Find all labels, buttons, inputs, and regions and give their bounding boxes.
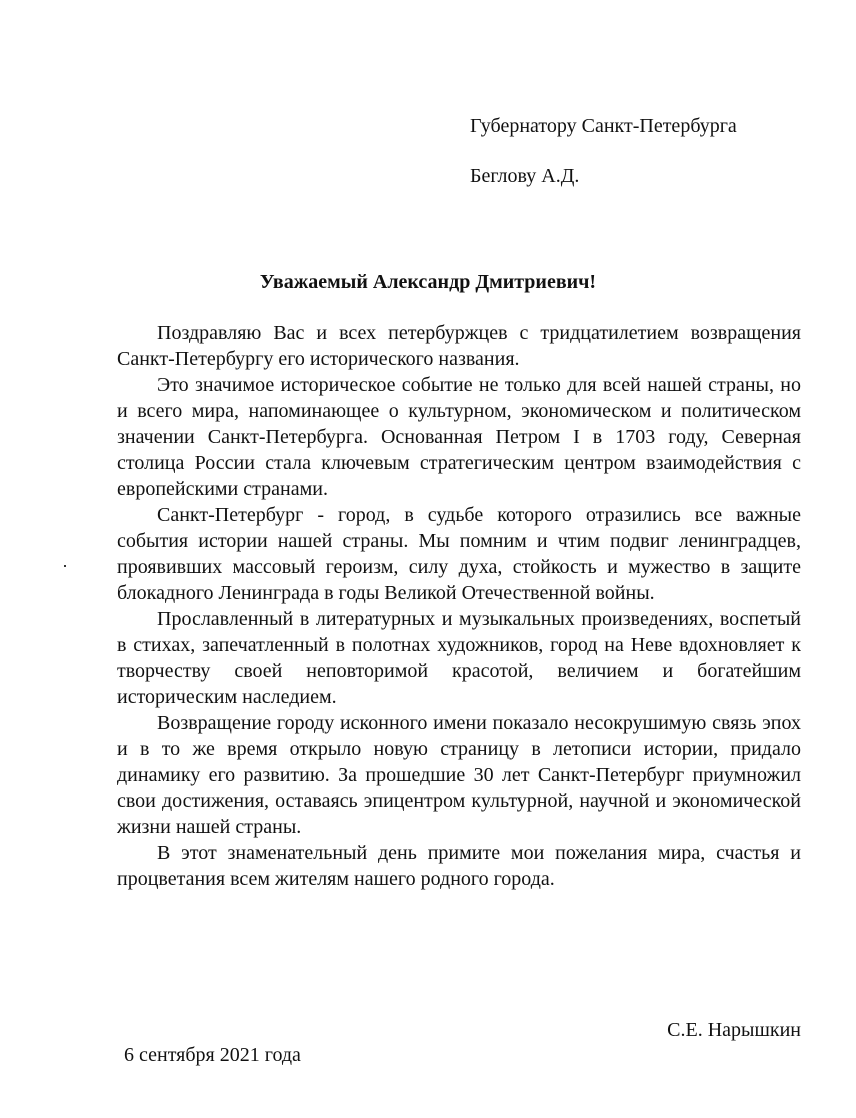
paragraph-4: Прославленный в литературных и музыкальных произведениях, воспетый в стихах, запечатленный в полотнах художников, город на Неве вдохновляет к творчеству своей неповторимой красотой, величием и богатейшим историческим наследием. <box>117 608 801 708</box>
addressee-title: Губернатору Санкт-Петербурга <box>470 115 737 137</box>
signature: С.Е. Нарышкин <box>667 1019 801 1041</box>
paragraph-6: В этот знаменательный день примите мои пожелания мира, счастья и процветания всем жителям нашего родного города. <box>117 842 801 890</box>
paragraph-2: Это значимое историческое событие не только для всей нашей страны, но и всего мира, напоминающее о культурном, экономическом и политическом значении Санкт-Петербурга. Основанная Петром I в 1703 году, Северная столица России стала ключевым стратегическим центром взаимодействия с европейскими странами. <box>117 374 801 500</box>
letter-date: 6 сентября 2021 года <box>124 1044 301 1066</box>
paragraph-3: Санкт-Петербург - город, в судьбе которого отразились все важные события истории нашей страны. Мы помним и чтим подвиг ленинградцев, проявивших массовый героизм, силу духа, стойкость и мужество в защите блокадного Ленинграда в годы Великой Отечественной войны. <box>117 504 801 604</box>
addressee-block <box>470 114 737 188</box>
salutation: Уважаемый Александр Дмитриевич! <box>259 271 597 293</box>
margin-dot <box>64 565 66 567</box>
paragraph-5: Возвращение городу исконного имени показало несокрушимую связь эпох и в то же время открыло новую страницу в летописи истории, придало динамику его развитию. За прошедшие 30 лет Санкт-Петербург приумножил свои достижения, оставаясь эпицентром культурной, научной и экономической жизни нашей страны. <box>117 712 801 838</box>
paragraph-1: Поздравляю Вас и всех петербуржцев с тридцатилетием возвращения Санкт-Петербургу его исторического названия. <box>117 322 801 370</box>
letter-body <box>117 320 801 892</box>
addressee-name: Беглову А.Д. <box>470 165 580 187</box>
